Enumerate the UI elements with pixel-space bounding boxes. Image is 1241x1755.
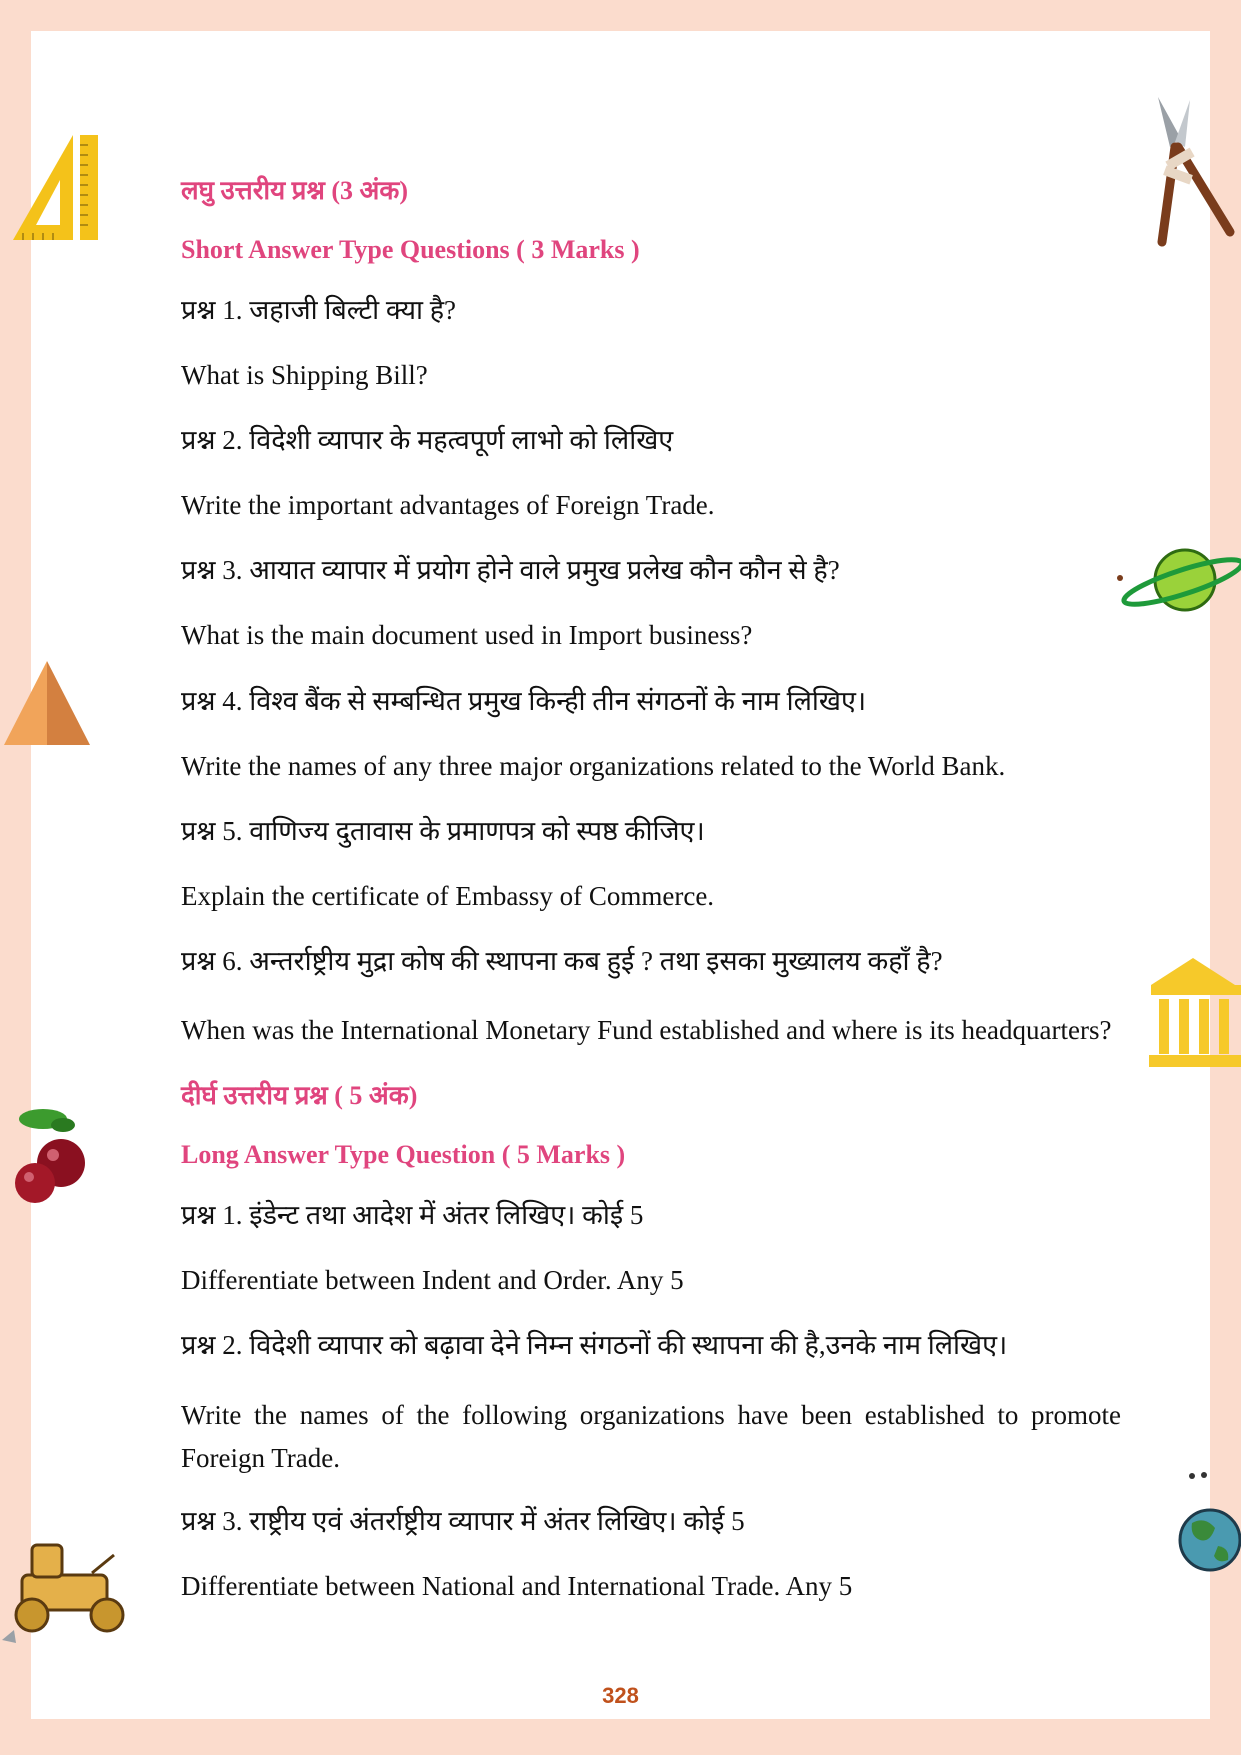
short-question-3-hindi: प्रश्न 3. आयात व्यापार में प्रयोग होने वाले प्रमुख प्रलेख कौन कौन से है? [181, 555, 840, 586]
long-question-2-english: Write the names of the following organizations have been established to promote Foreign Trade. [181, 1399, 1121, 1473]
long-question-3-hindi: प्रश्न 3. राष्ट्रीय एवं अंतर्राष्ट्रीय व्यापार में अंतर लिखिए। कोई 5 [181, 1505, 745, 1536]
long-question-1-english: Differentiate between Indent and Order. Any 5 [181, 1265, 684, 1296]
short-question-5-hindi: प्रश्न 5. वाणिज्य दुतावास के प्रमाणपत्र को स्पष्ठ कीजिए। [181, 815, 705, 846]
temple-icon [1145, 955, 1241, 1070]
page-number: 328 [602, 1683, 639, 1708]
short-question-6-english: When was the International Monetary Fund established and where is its headquarters? [181, 1015, 1112, 1046]
cherries-icon [5, 1105, 90, 1210]
long-question-2-hindi: प्रश्न 2. विदेशी व्यापार को बढ़ावा देने निम्न संगठनों की स्थापना की है,उनके नाम लिखिए। [181, 1330, 1008, 1361]
content [181, 171, 1121, 1634]
short-question-1-hindi: प्रश्न 1. जहाजी बिल्टी क्या है? [181, 295, 457, 325]
long-question-3-english: Differentiate between National and International Trade. Any 5 [181, 1570, 853, 1601]
short-question-5-english: Explain the certificate of Embassy of Commerce. [181, 880, 715, 911]
short-question-4-english: Write the names of any three major organizations related to the World Bank. [181, 750, 1006, 781]
long-question-1-hindi: प्रश्न 1. इंडेन्ट तथा आदेश में अंतर लिखिए। कोई 5 [181, 1200, 644, 1231]
short-question-1-english: What is Shipping Bill? [181, 360, 428, 391]
short-section-title-english: Short Answer Type Questions ( 3 Marks ) [181, 235, 640, 264]
page [31, 31, 1210, 1719]
short-question-2-english: Write the important advantages of Foreign Trade. [181, 490, 715, 521]
saturn-icon [1115, 540, 1241, 620]
pyramid-icon [2, 658, 92, 748]
short-question-6-hindi: प्रश्न 6. अन्तर्राष्ट्रीय मुद्रा कोष की स्थापना कब हुई ? तथा इसका मुख्यालय कहाँ है? [181, 945, 943, 976]
short-question-3-english: What is the main document used in Import business? [181, 620, 753, 651]
long-section-title-hindi: दीर्घ उत्तरीय प्रश्न ( 5 अंक) [181, 1081, 418, 1111]
short-section-title-hindi: लघु उत्तरीय प्रश्न (3 अंक) [181, 176, 408, 205]
globe-icon [1170, 1468, 1241, 1573]
ruler-triangle-icon [8, 130, 103, 245]
short-question-2-hindi: प्रश्न 2. विदेशी व्यापार के महत्वपूर्ण लाभो को लिखिए [181, 425, 674, 456]
short-question-4-hindi: प्रश्न 4. विश्व बैंक से सम्बन्धित प्रमुख किन्ही तीन संगठनों के नाम लिखिए। [181, 685, 867, 716]
long-section-title-english: Long Answer Type Question ( 5 Marks ) [181, 1140, 626, 1170]
garden-shears-icon [1150, 92, 1240, 247]
cart-icon [2, 1535, 132, 1645]
